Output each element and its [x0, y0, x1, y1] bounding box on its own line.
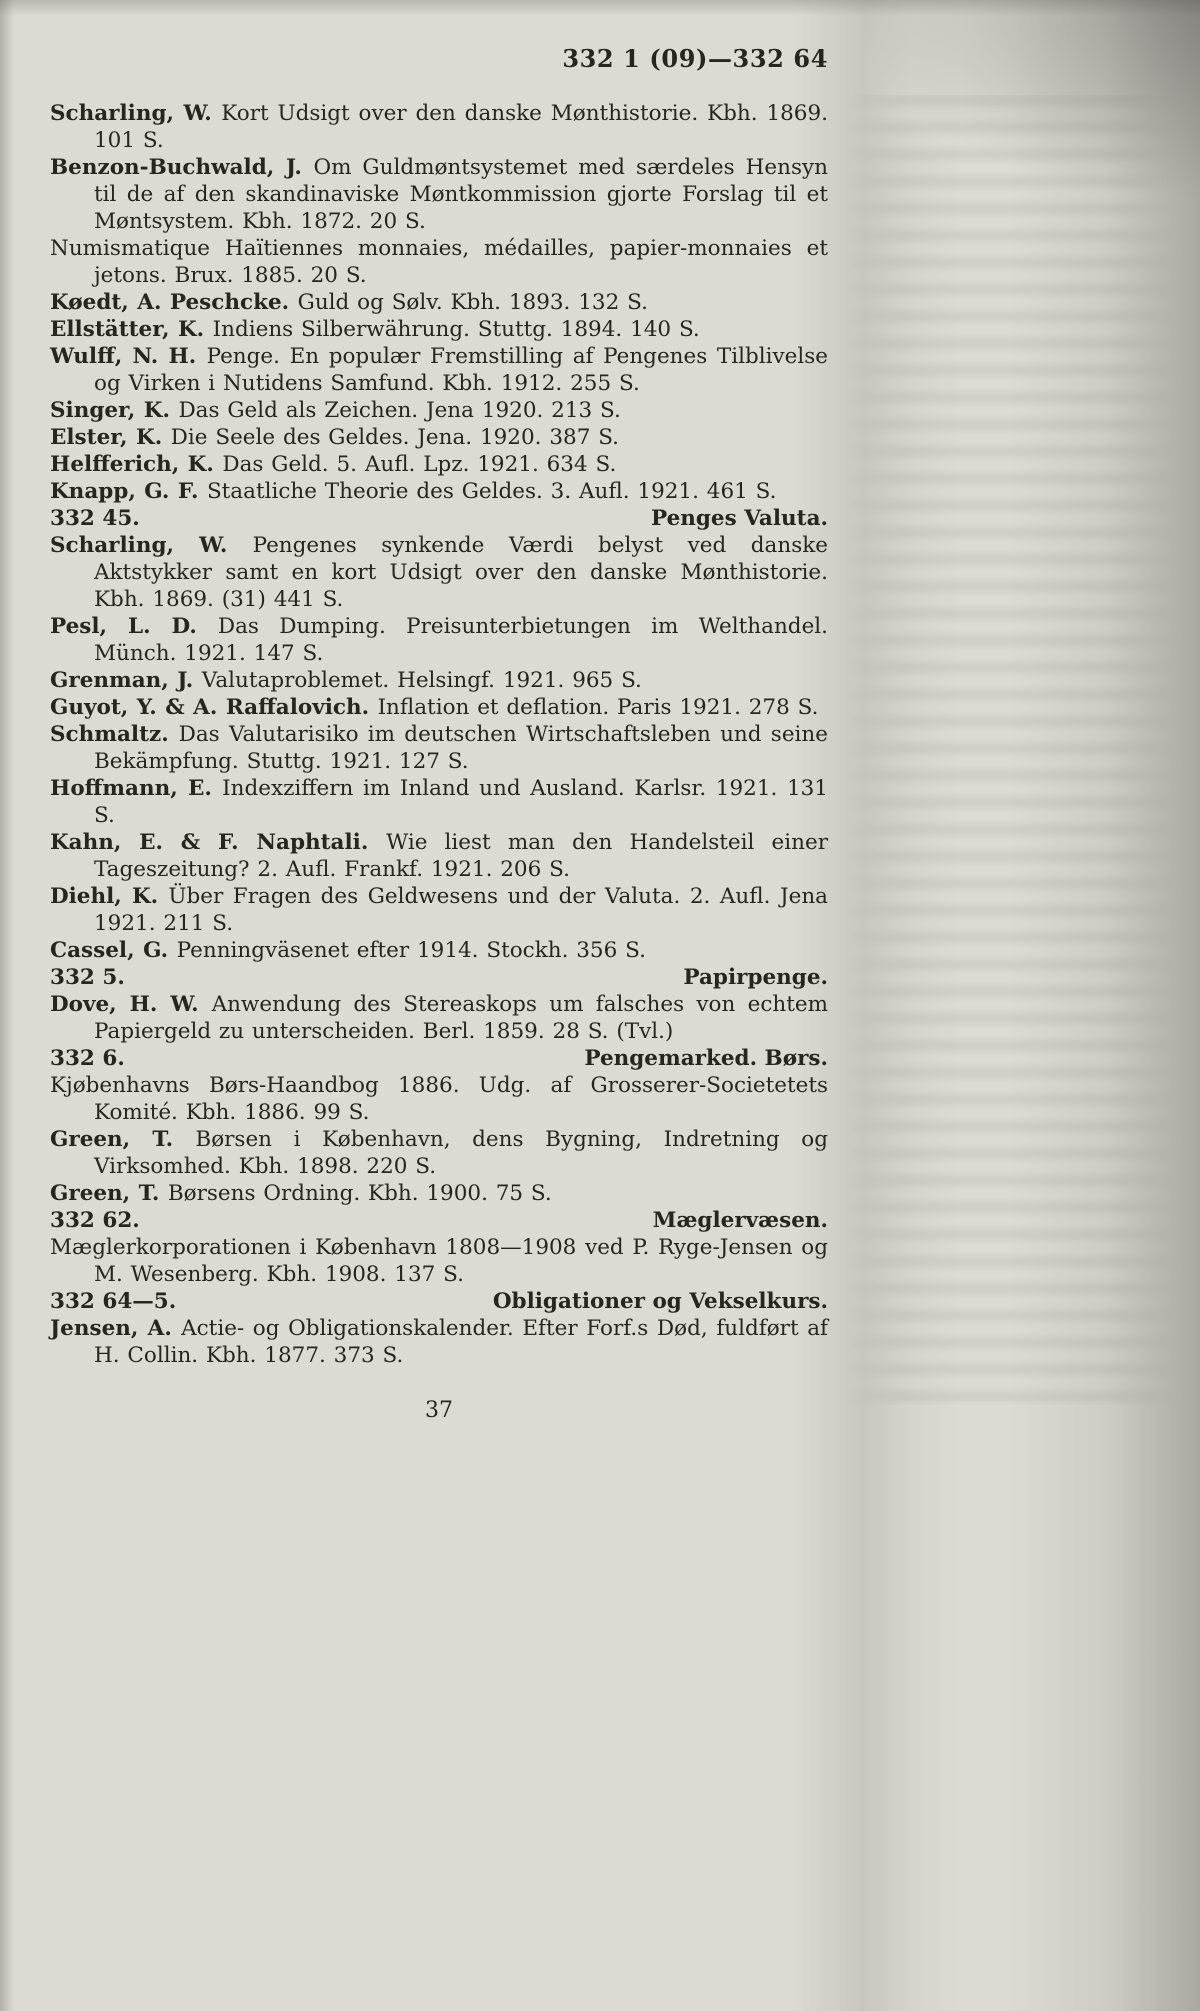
page-bleed-through [845, 95, 1175, 1405]
entry-text: Actie- og Obligationskalender. Efter Forf.s Død, fuldført af H. Collin. Kbh. 1877. 373 S. [94, 1316, 828, 1368]
document-page [50, 44, 828, 1424]
entry-author: Helfferich, K. [50, 452, 223, 477]
entry-author: Schmaltz. [50, 722, 179, 747]
entry-author: Jensen, A. [50, 1316, 182, 1341]
entry-author: Green, T. [50, 1181, 168, 1206]
catalog-entry [50, 1126, 828, 1180]
entry-text: Om Guldmøntsystemet med særdeles Hensyn til de af den skandinaviske Møntkommission gjorte Forslag til et Møntsystem. Kbh. 1872. 20 S. [94, 155, 828, 234]
catalog-entry [50, 424, 828, 451]
section-number: 332 64—5. [50, 1289, 177, 1314]
catalog-entry [50, 667, 828, 694]
catalog-entry [50, 775, 828, 829]
catalog-entry [50, 289, 828, 316]
entry-text: Børsens Ordning. Kbh. 1900. 75 S. [167, 1181, 552, 1206]
catalog-entry [50, 991, 828, 1045]
catalog-entry [50, 721, 828, 775]
classification-header: 332 1 (09)—332 64 [562, 44, 828, 73]
catalog-entry [50, 1180, 828, 1207]
section-title: Mæglervæsen. [652, 1208, 828, 1233]
entry-author: Hoffmann, E. [50, 776, 223, 801]
entry-text: Das Geld. 5. Aufl. Lpz. 1921. 634 S. [222, 452, 617, 477]
entry-author: Knapp, G. F. [50, 479, 207, 504]
entry-author: Green, T. [50, 1127, 196, 1152]
entry-list [50, 100, 828, 1369]
entry-text: Pengenes synkende Værdi belyst ved danske Aktstykker samt en kort Udsigt over den danske Mønthistorie. Kbh. 1869. (31) 441 S. [94, 533, 828, 612]
entry-text: Wie liest man den Handelsteil einer Tageszeitung? 2. Aufl. Frankf. 1921. 206 S. [94, 830, 828, 882]
entry-author: Guyot, Y. & A. Raffalovich. [50, 695, 378, 720]
catalog-entry [50, 1234, 828, 1288]
catalog-entry [50, 1072, 828, 1126]
catalog-entry [50, 316, 828, 343]
entry-author: Kahn, E. & F. Naphtali. [50, 830, 387, 855]
section-title: Penges Valuta. [651, 506, 828, 531]
catalog-entry [50, 235, 828, 289]
entry-text: Die Seele des Geldes. Jena. 1920. 387 S. [170, 425, 619, 450]
entry-author: Singer, K. [50, 398, 179, 423]
section-heading [50, 505, 828, 532]
entry-text: Kjøbenhavns Børs-Haandbog 1886. Udg. af Grosserer-Societetets Komité. Kbh. 1886. 99 S. [50, 1073, 828, 1125]
entry-text: Indiens Silberwährung. Stuttg. 1894. 140 S. [212, 317, 700, 342]
entry-text: Kort Udsigt over den danske Mønthistorie. Kbh. 1869. 101 S. [94, 101, 829, 153]
entry-author: Dove, H. W. [50, 992, 212, 1017]
entry-text: Inflation et deflation. Paris 1921. 278 S. [377, 695, 819, 720]
entry-text: Penningväsenet efter 1914. Stockh. 356 S. [176, 938, 646, 963]
entry-author: Køedt, A. Peschcke. [50, 290, 298, 315]
catalog-entry [50, 478, 828, 505]
catalog-entry [50, 532, 828, 613]
entry-text: Über Fragen des Geldwesens und der Valuta. 2. Aufl. Jena 1921. 211 S. [94, 884, 828, 936]
entry-author: Pesl, L. D. [50, 614, 218, 639]
section-number: 332 5. [50, 965, 125, 990]
section-title: Pengemarked. Børs. [584, 1046, 828, 1071]
section-number: 332 45. [50, 506, 140, 531]
entry-author: Ellstätter, K. [50, 317, 213, 342]
page-number: 37 [425, 1398, 453, 1423]
entry-text: Guld og Sølv. Kbh. 1893. 132 S. [297, 290, 648, 315]
catalog-entry [50, 154, 828, 235]
entry-author: Grenman, J. [50, 668, 202, 693]
catalog-entry [50, 397, 828, 424]
catalog-entry [50, 829, 828, 883]
entry-author: Scharling, W. [50, 101, 222, 126]
entry-text: Mæglerkorporationen i København 1808—1908 ved P. Ryge-Jensen og M. Wesenberg. Kbh. 1908. 137 S. [50, 1235, 828, 1287]
entry-text: Valutaproblemet. Helsingf. 1921. 965 S. [201, 668, 642, 693]
catalog-entry [50, 451, 828, 478]
entry-text: Staatliche Theorie des Geldes. 3. Aufl. 1921. 461 S. [206, 479, 777, 504]
entry-author: Elster, K. [50, 425, 171, 450]
catalog-entry [50, 883, 828, 937]
catalog-entry [50, 343, 828, 397]
entry-author: Benzon-Buchwald, J. [50, 155, 314, 180]
entry-text: Penge. En populær Fremstilling af Pengenes Tilblivelse og Virken i Nutidens Samfund. Kbh. 1912. 255 S. [94, 344, 828, 396]
catalog-entry [50, 1315, 828, 1369]
catalog-entry [50, 694, 828, 721]
catalog-entry [50, 100, 828, 154]
section-heading [50, 1207, 828, 1234]
catalog-entry [50, 937, 828, 964]
section-title: Obligationer og Vekselkurs. [492, 1289, 828, 1314]
section-heading [50, 964, 828, 991]
section-heading [50, 1288, 828, 1315]
section-heading [50, 1045, 828, 1072]
entry-text: Anwendung des Stereaskops um falsches von echtem Papiergeld zu unterscheiden. Berl. 1859. 28 S. (Tvl.) [94, 992, 828, 1044]
entry-text: Das Valutarisiko im deutschen Wirtschaftsleben und seine Bekämpfung. Stuttg. 1921. 127 S. [94, 722, 828, 774]
entry-text: Das Geld als Zeichen. Jena 1920. 213 S. [178, 398, 621, 423]
section-number: 332 6. [50, 1046, 125, 1071]
entry-text: Das Dumping. Preisunterbietungen im Welthandel. Münch. 1921. 147 S. [94, 614, 829, 666]
entry-text: Børsen i København, dens Bygning, Indretning og Virksomhed. Kbh. 1898. 220 S. [94, 1127, 828, 1179]
section-title: Papirpenge. [683, 965, 828, 990]
entry-text: Indexziffern im Inland und Ausland. Karlsr. 1921. 131 S. [94, 776, 828, 828]
entry-author: Diehl, K. [50, 884, 169, 909]
catalog-entry [50, 613, 828, 667]
section-number: 332 62. [50, 1208, 140, 1233]
entry-author: Wulff, N. H. [50, 344, 207, 369]
entry-author: Scharling, W. [50, 533, 253, 558]
entry-author: Cassel, G. [50, 938, 177, 963]
entry-text: Numismatique Haïtiennes monnaies, médailles, papier-monnaies et jetons. Brux. 1885. 20 S. [50, 236, 828, 288]
